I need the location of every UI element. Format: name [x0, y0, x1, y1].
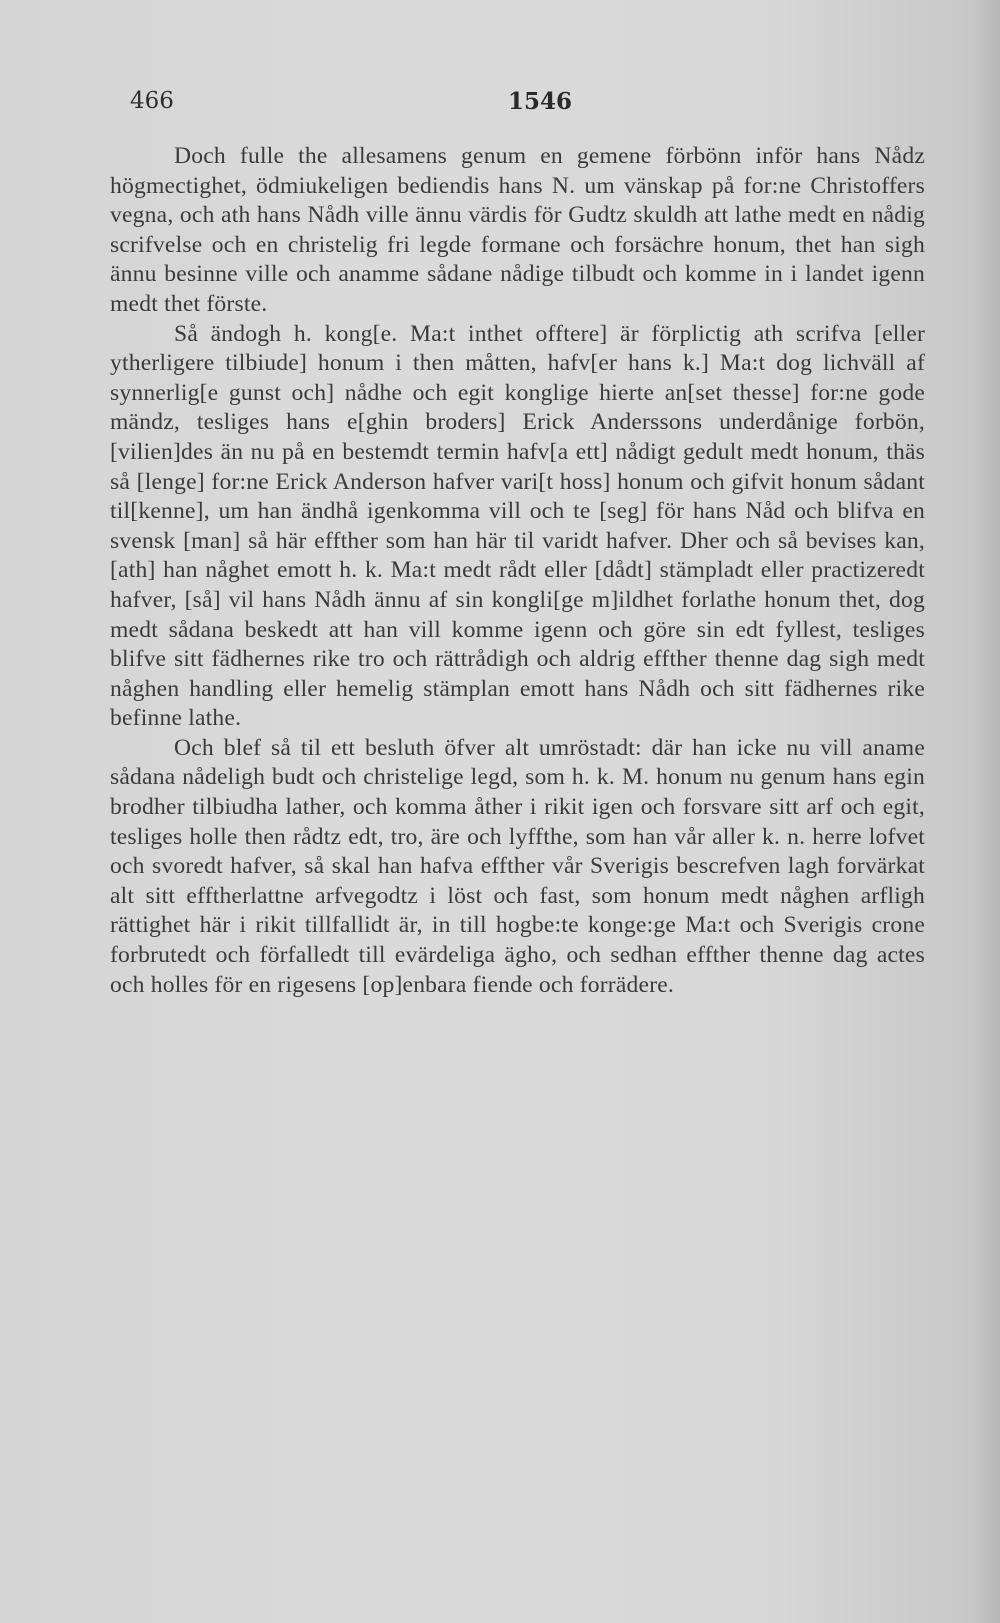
paragraph-1: Doch fulle the allesamens genum en gemene förbönn inför hans Nådz högmectighet, ödmiukeligen bediendis hans N. um vänskap på for:ne Christoffers vegna, och ath hans Nådh ville ännu värdis för Gudtz skuldh att lathe medt en nådig scrifvelse och en christelig fri legde formane och forsächre honum, thet han sigh ännu besinne ville och anamme sådane nådige tilbudt och komme in i landet igenn medt thet förste. — [110, 143, 925, 317]
page-edge-shadow — [970, 0, 1000, 1623]
main-text — [110, 142, 925, 1000]
page-number: 466 — [130, 88, 174, 114]
running-header-year: 1546 — [507, 88, 572, 115]
paragraph-2: Så ändogh h. kong[e. Ma:t inthet offtere] är förplictig ath scrifva [eller ytherligere tilbiude] honum i then måtten, hafv[er hans k.] Ma:t dog lichväll af synnerlig[e gunst och] nådhe och egit konglige hierte an[set thesse] for:ne gode mändz, tesliges hans e[ghin broders] Erick Anderssons underdånige forbön, [vilien]des än nu på en bestemdt termin hafv[a ett] nådigt gedult medt honum, thäs så [lenge] for:ne Erick Anderson hafver vari[t hoss] honum och gifvit honum sådant til[kenne], um han ändhå igenkomma vill och te [seg] för hans Nåd och blifva en svensk [man] så här effther som han här til varidt hafver. Dher och så bevises kan, [ath] han någhet emott h. k. Ma:t medt rådt eller [dådt] stämpladt eller practizeredt hafver, [så] vil hans Nådh ännu af sin kongli[ge m]ildhet forlathe honum thet, dog medt sådana beskedt att han vill komme igenn och göre sin edt fyllest, tesliges blifve sitt fädhernes rike tro och rättrådigh och aldrig effther thenne dag sigh medt någhen handling eller hemelig stämplan emott hans Nådh och sitt fädhernes rike befinne lathe. — [110, 320, 925, 732]
page-header — [130, 88, 910, 128]
paragraph-3: Och blef så til ett besluth öfver alt umröstadt: där han icke nu vill aname sådana nådeligh budt och christelige legd, som h. k. M. honum nu genum hans egin brodher tilbiudha lather, och komma åther i rikit igen och forsvare sitt arf och egit, tesliges holle then rådtz edt, tro, äre och lyffthe, som han vår aller k. n. herre lofvet och svoredt hafver, så skal han hafva effther vår Sverigis bescrefven lagh forvärkat alt sitt efftherlattne arfvegodtz i löst och fast, som honum medt någhen arfligh rättighet här i rikit tillfallidt är, in till hogbe:te konge:ge Ma:t och Sverigis crone forbrutedt och förfalledt till evärdeliga ägho, och sedhan effther thenne dag actes och holles för en rigesens [op]enbara fiende och forrädere. — [110, 734, 925, 998]
